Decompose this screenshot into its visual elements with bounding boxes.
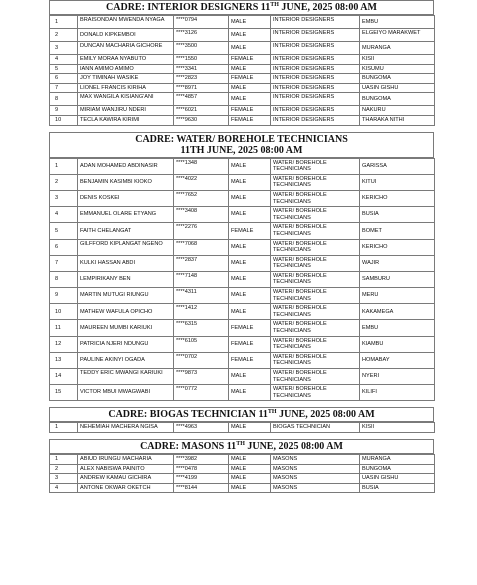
row-number: 14 [50, 369, 78, 385]
row-number: 6 [50, 239, 78, 255]
row-number: 10 [50, 304, 78, 320]
id-number: ****0478 [174, 464, 229, 474]
id-number: ****9630 [174, 115, 229, 125]
table-row [50, 29, 435, 42]
id-number: ****3500 [174, 42, 229, 55]
cadre-name: WATER/ BOREHOLE TECHNICIANS [271, 223, 360, 239]
row-number: 4 [50, 483, 78, 493]
gender: MALE [229, 288, 271, 304]
cadre-name: MASONS [271, 454, 360, 464]
cadre-name: INTERIOR DESIGNERS [271, 16, 360, 29]
cadre-name: INTERIOR DESIGNERS [271, 74, 360, 84]
table-row [50, 255, 435, 271]
date-ordinal: TH [267, 409, 277, 416]
county: THARAKA NITHI [360, 115, 435, 125]
id-number: ****2276 [174, 223, 229, 239]
gender: MALE [229, 483, 271, 493]
date-ordinal: TH [236, 440, 245, 447]
cadre-name: INTERIOR DESIGNERS [271, 115, 360, 125]
row-number: 4 [50, 207, 78, 223]
row-number: 9 [50, 106, 78, 116]
table-row [50, 423, 435, 433]
gender: MALE [229, 174, 271, 190]
candidate-name: MARTIN MUTUGI RIUNGU [78, 288, 174, 304]
row-number: 4 [50, 55, 78, 65]
table-row [50, 83, 435, 93]
cadre-name: INTERIOR DESIGNERS [271, 42, 360, 55]
candidate-name: LEMPIRIKANY BEN [78, 271, 174, 287]
gender: MALE [229, 64, 271, 74]
cadre-name: WATER/ BOREHOLE TECHNICIANS [271, 288, 360, 304]
gender: MALE [229, 474, 271, 484]
candidate-name: JOY TIMINAH WASIKE [78, 74, 174, 84]
table-row [50, 207, 435, 223]
gender: FEMALE [229, 352, 271, 368]
table-row [50, 336, 435, 352]
gender: MALE [229, 454, 271, 464]
gender: MALE [229, 369, 271, 385]
candidate-name: KULKI HASSAN ABDI [78, 255, 174, 271]
id-number: ****1412 [174, 304, 229, 320]
candidate-name: MATHEW WAFULA OPICHO [78, 304, 174, 320]
candidate-name: MAX WANGILA KISIANG'ANI [78, 93, 174, 106]
cadre-date: JUNE, 2025 08:00 AM [244, 440, 343, 452]
gender: MALE [229, 207, 271, 223]
candidate-name: EMILY MORAA NYABUTO [78, 55, 174, 65]
id-number: ****1348 [174, 158, 229, 174]
cadre-name: WATER/ BOREHOLE TECHNICIANS [271, 385, 360, 401]
county: KISII [360, 55, 435, 65]
id-number: ****6315 [174, 320, 229, 336]
county: MURANGA [360, 454, 435, 464]
gender: MALE [229, 93, 271, 106]
id-number: ****2823 [174, 74, 229, 84]
table-row [50, 483, 435, 493]
cadre-name: WATER/ BOREHOLE TECHNICIANS [271, 369, 360, 385]
candidate-name: ANTONE OKWAR OKETCH [78, 483, 174, 493]
id-number: ****7068 [174, 239, 229, 255]
row-number: 1 [50, 454, 78, 464]
gender: MALE [229, 304, 271, 320]
gender: MALE [229, 190, 271, 206]
candidate-name: VICTOR MBUI MWAGWABI [78, 385, 174, 401]
gender: FEMALE [229, 320, 271, 336]
table-row [50, 174, 435, 190]
table-row [50, 55, 435, 65]
table-row [50, 64, 435, 74]
table-row [50, 115, 435, 125]
county: EMBU [360, 16, 435, 29]
table-row [50, 320, 435, 336]
id-number: ****0772 [174, 385, 229, 401]
cadre-name: WATER/ BOREHOLE TECHNICIANS [271, 174, 360, 190]
candidate-table [49, 158, 435, 402]
county: MURANGA [360, 42, 435, 55]
table-row [50, 474, 435, 484]
county: KISUMU [360, 64, 435, 74]
candidate-table [49, 454, 435, 493]
county: BUSIA [360, 207, 435, 223]
id-number: ****1550 [174, 55, 229, 65]
candidate-name: EMMANUEL OLARE ETYANG [78, 207, 174, 223]
row-number: 5 [50, 223, 78, 239]
gender: FEMALE [229, 55, 271, 65]
cadre-title: CADRE: WATER/ BOREHOLE TECHNICIANS [135, 133, 348, 145]
county: UASIN GISHU [360, 83, 435, 93]
id-number: ****8971 [174, 83, 229, 93]
table-row [50, 106, 435, 116]
gender: MALE [229, 16, 271, 29]
county: KERICHO [360, 239, 435, 255]
date-ordinal: TH [270, 2, 279, 8]
candidate-name: ADAN MOHAMED ABDINASIR [78, 158, 174, 174]
county: KILIFI [360, 385, 435, 401]
cadre-name: WATER/ BOREHOLE TECHNICIANS [271, 352, 360, 368]
gender: MALE [229, 255, 271, 271]
candidate-name: BRAISONDAN MWENDA NYAGA [78, 16, 174, 29]
cadre-name: INTERIOR DESIGNERS [271, 106, 360, 116]
row-number: 3 [50, 42, 78, 55]
id-number: ****2837 [174, 255, 229, 271]
candidate-name: GILFFORD KIPLANGAT NGENO [78, 239, 174, 255]
row-number: 2 [50, 174, 78, 190]
table-row [50, 271, 435, 287]
candidate-name: ABIUD IRUNGU MACHARIA [78, 454, 174, 464]
row-number: 8 [50, 271, 78, 287]
cadre-name: MASONS [271, 464, 360, 474]
cadre-name: WATER/ BOREHOLE TECHNICIANS [271, 255, 360, 271]
id-number: ****4963 [174, 423, 229, 433]
gender: FEMALE [229, 106, 271, 116]
id-number: ****7148 [174, 271, 229, 287]
cadre-name: INTERIOR DESIGNERS [271, 83, 360, 93]
table-row [50, 190, 435, 206]
cadre-name: WATER/ BOREHOLE TECHNICIANS [271, 271, 360, 287]
candidate-name: DUNCAN MACHARIA GICHORE [78, 42, 174, 55]
cadre-title: CADRE: INTERIOR DESIGNERS 11 [106, 2, 271, 13]
gender: MALE [229, 158, 271, 174]
table-row [50, 464, 435, 474]
id-number: ****6105 [174, 336, 229, 352]
gender: FEMALE [229, 223, 271, 239]
row-number: 1 [50, 158, 78, 174]
id-number: ****7652 [174, 190, 229, 206]
table-row [50, 42, 435, 55]
gender: MALE [229, 83, 271, 93]
county: BUNGOMA [360, 464, 435, 474]
cadre-name: BIOGAS TECHNICIAN [271, 423, 360, 433]
county: SAMBURU [360, 271, 435, 287]
candidate-name: IANN AMIMO AMIMO [78, 64, 174, 74]
shortlist-document [49, 0, 434, 493]
row-number: 2 [50, 29, 78, 42]
row-number: 13 [50, 352, 78, 368]
candidate-table [49, 15, 435, 126]
county: BUSIA [360, 483, 435, 493]
county: EMBU [360, 320, 435, 336]
candidate-name: MAUREEN MUMBI KARIUKI [78, 320, 174, 336]
row-number: 3 [50, 474, 78, 484]
table-row [50, 93, 435, 106]
candidate-name: DENIS KOSKEI [78, 190, 174, 206]
id-number: ****4857 [174, 93, 229, 106]
gender: FEMALE [229, 74, 271, 84]
row-number: 2 [50, 464, 78, 474]
cadre-date: 11TH JUNE, 2025 08:00 AM [180, 144, 303, 156]
id-number: ****8144 [174, 483, 229, 493]
county: MERU [360, 288, 435, 304]
id-number: ****4199 [174, 474, 229, 484]
table-row [50, 304, 435, 320]
id-number: ****0702 [174, 352, 229, 368]
county: WAJIR [360, 255, 435, 271]
candidate-name: MIRIAM WANJIRU NDERI [78, 106, 174, 116]
id-number: ****3408 [174, 207, 229, 223]
candidate-name: PATRICIA NJERI NDUNGU [78, 336, 174, 352]
county: BOMET [360, 223, 435, 239]
candidate-name: BENJAMIN KASIMBI KIOKO [78, 174, 174, 190]
cadre-name: WATER/ BOREHOLE TECHNICIANS [271, 190, 360, 206]
row-number: 10 [50, 115, 78, 125]
table-row [50, 352, 435, 368]
row-number: 6 [50, 74, 78, 84]
cadre-header [49, 439, 434, 454]
candidate-name: ALEX NABISWA PAINITO [78, 464, 174, 474]
id-number: ****6021 [174, 106, 229, 116]
table-row [50, 454, 435, 464]
cadre-header [49, 0, 434, 15]
county: NYERI [360, 369, 435, 385]
table-row [50, 385, 435, 401]
gender: MALE [229, 29, 271, 42]
county: ELGEIYO MARAKWET [360, 29, 435, 42]
row-number: 5 [50, 64, 78, 74]
table-row [50, 369, 435, 385]
county: KISII [360, 423, 435, 433]
candidate-name: TECLA KAWIRA KIRIMI [78, 115, 174, 125]
id-number: ****4311 [174, 288, 229, 304]
row-number: 7 [50, 255, 78, 271]
row-number: 7 [50, 83, 78, 93]
cadre-date: JUNE, 2025 08:00 AM [276, 409, 375, 421]
gender: FEMALE [229, 336, 271, 352]
row-number: 15 [50, 385, 78, 401]
county: KAKAMEGA [360, 304, 435, 320]
county: GARISSA [360, 158, 435, 174]
cadre-header [49, 132, 434, 158]
cadre-name: WATER/ BOREHOLE TECHNICIANS [271, 336, 360, 352]
candidate-name: FAITH CHELANGAT [78, 223, 174, 239]
county: KERICHO [360, 190, 435, 206]
cadre-name: INTERIOR DESIGNERS [271, 64, 360, 74]
id-number: ****3126 [174, 29, 229, 42]
candidate-name: ANDREW KAMAU GICHIRA [78, 474, 174, 484]
county: UASIN GISHU [360, 474, 435, 484]
gender: MALE [229, 385, 271, 401]
candidate-name: DONALD KIPKEMBOI [78, 29, 174, 42]
cadre-title: CADRE: MASONS 11 [140, 440, 237, 452]
cadre-name: INTERIOR DESIGNERS [271, 55, 360, 65]
table-row [50, 158, 435, 174]
row-number: 1 [50, 16, 78, 29]
gender: FEMALE [229, 115, 271, 125]
cadre-date: JUNE, 2025 08:00 AM [278, 2, 377, 13]
county: BUNGOMA [360, 74, 435, 84]
table-row [50, 239, 435, 255]
row-number: 9 [50, 288, 78, 304]
row-number: 1 [50, 423, 78, 433]
gender: MALE [229, 271, 271, 287]
id-number: ****4022 [174, 174, 229, 190]
cadre-name: WATER/ BOREHOLE TECHNICIANS [271, 207, 360, 223]
cadre-name: MASONS [271, 474, 360, 484]
county: HOMABAY [360, 352, 435, 368]
row-number: 8 [50, 93, 78, 106]
table-row [50, 16, 435, 29]
cadre-header [49, 407, 434, 422]
candidate-name: PAULINE AKINYI OGADA [78, 352, 174, 368]
cadre-name: WATER/ BOREHOLE TECHNICIANS [271, 158, 360, 174]
gender: MALE [229, 42, 271, 55]
id-number: ****3341 [174, 64, 229, 74]
id-number: ****3982 [174, 454, 229, 464]
id-number: ****0794 [174, 16, 229, 29]
row-number: 11 [50, 320, 78, 336]
row-number: 12 [50, 336, 78, 352]
candidate-name: NEHEMIAH MACHERA NGISA [78, 423, 174, 433]
candidate-table [49, 422, 435, 433]
row-number: 3 [50, 190, 78, 206]
table-row [50, 223, 435, 239]
county: BUNGOMA [360, 93, 435, 106]
cadre-title: CADRE: BIOGAS TECHNICIAN 11 [108, 409, 268, 421]
cadre-name: MASONS [271, 483, 360, 493]
cadre-name: WATER/ BOREHOLE TECHNICIANS [271, 239, 360, 255]
table-row [50, 288, 435, 304]
county: KITUI [360, 174, 435, 190]
candidate-name: TEDDY ERIC MWANGI KARIUKI [78, 369, 174, 385]
id-number: ****9873 [174, 369, 229, 385]
cadre-name: INTERIOR DESIGNERS [271, 93, 360, 106]
gender: MALE [229, 423, 271, 433]
county: NAKURU [360, 106, 435, 116]
county: KIAMBU [360, 336, 435, 352]
cadre-name: WATER/ BOREHOLE TECHNICIANS [271, 320, 360, 336]
candidate-name: LIONEL FRANCIS KIRIHA [78, 83, 174, 93]
gender: MALE [229, 464, 271, 474]
cadre-name: WATER/ BOREHOLE TECHNICIANS [271, 304, 360, 320]
cadre-name: INTERIOR DESIGNERS [271, 29, 360, 42]
gender: MALE [229, 239, 271, 255]
table-row [50, 74, 435, 84]
